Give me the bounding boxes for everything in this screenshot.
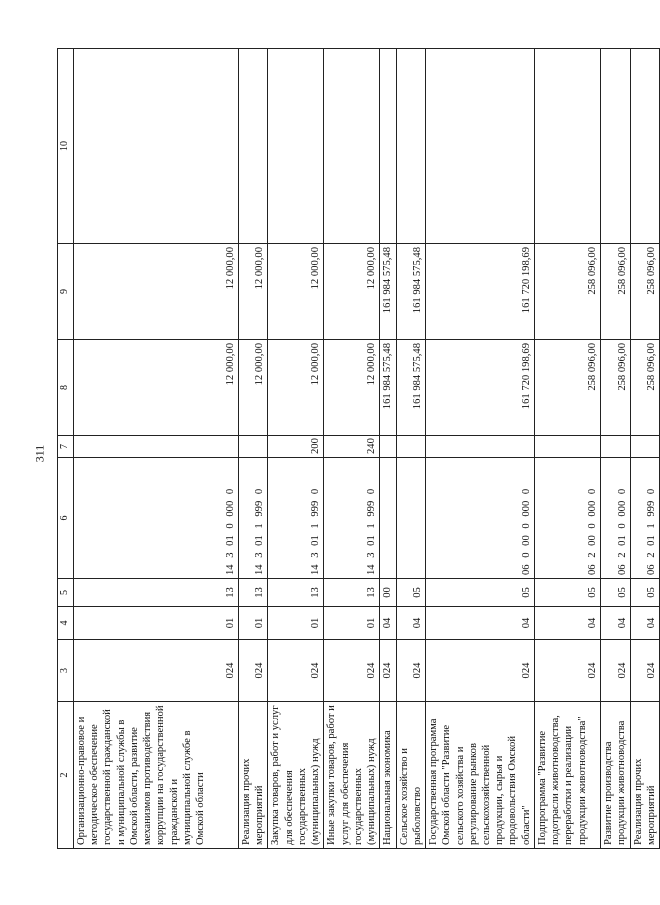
cell-sum-8: 161 984 575,48 — [380, 340, 396, 436]
cell-rz: 01 — [74, 607, 239, 640]
cell-sum-8: 161 720 198,69 — [426, 340, 535, 436]
cell-sum-10 — [74, 49, 239, 244]
cell-pr: 05 — [396, 579, 425, 607]
cell-sum-9: 12 000,00 — [239, 244, 268, 340]
cell-grbs: 024 — [396, 640, 425, 702]
cell-sum-8: 258 096,00 — [600, 340, 630, 436]
cell-grbs: 024 — [534, 640, 600, 702]
cell-sum-9: 161 720 198,69 — [426, 244, 535, 340]
cell-csr: 14 3 01 0 000 0 — [74, 458, 239, 579]
cell-grbs: 024 — [426, 640, 535, 702]
cell-pr: 13 — [239, 579, 268, 607]
cell-grbs: 024 — [324, 640, 380, 702]
cell-sum-10 — [396, 49, 425, 244]
cell-rz: 04 — [630, 607, 659, 640]
cell-sum-9: 12 000,00 — [324, 244, 380, 340]
cell-vr — [239, 436, 268, 458]
cell-rz: 04 — [380, 607, 396, 640]
table-row — [630, 49, 659, 849]
cell-vr: 200 — [268, 436, 324, 458]
cell-vr — [380, 436, 396, 458]
cell-sum-8: 12 000,00 — [74, 340, 239, 436]
cell-name: Развитие производства продукции животноводства — [600, 702, 630, 849]
cell-sum-10 — [534, 49, 600, 244]
page-number — [31, 443, 49, 463]
cell-name: Реализация прочих мероприятий — [239, 702, 268, 849]
table-row — [380, 49, 396, 849]
header-cell-6: 6 — [58, 458, 74, 579]
cell-vr — [396, 436, 425, 458]
header-cell-3: 3 — [58, 640, 74, 702]
cell-sum-10 — [426, 49, 535, 244]
cell-sum-9: 12 000,00 — [268, 244, 324, 340]
cell-vr — [630, 436, 659, 458]
budget-table — [57, 48, 660, 849]
cell-sum-8: 258 096,00 — [534, 340, 600, 436]
cell-rz: 04 — [534, 607, 600, 640]
cell-grbs: 024 — [268, 640, 324, 702]
cell-csr: 06 2 01 1 999 0 — [630, 458, 659, 579]
header-cell-2: 2 — [58, 702, 74, 849]
table-row — [426, 49, 535, 849]
cell-csr — [380, 458, 396, 579]
cell-sum-10 — [239, 49, 268, 244]
cell-pr: 13 — [74, 579, 239, 607]
cell-sum-8: 258 096,00 — [630, 340, 659, 436]
cell-sum-8: 161 984 575,48 — [396, 340, 425, 436]
table-row — [324, 49, 380, 849]
cell-name: Иные закупки товаров, работ и услуг для обеспечения государственных (муниципальных) нужд — [324, 702, 380, 849]
cell-csr: 06 0 00 0 000 0 — [426, 458, 535, 579]
page-number-text: 311 — [32, 444, 47, 462]
cell-sum-10 — [630, 49, 659, 244]
rotated-table-wrapper — [57, 49, 658, 849]
cell-sum-8: 12 000,00 — [239, 340, 268, 436]
cell-pr: 05 — [426, 579, 535, 607]
cell-csr: 14 3 01 1 999 0 — [324, 458, 380, 579]
cell-name: Реализация прочих мероприятий — [630, 702, 659, 849]
cell-rz: 01 — [239, 607, 268, 640]
header-cell-7: 7 — [58, 436, 74, 458]
cell-name: Сельское хозяйство и рыболовство — [396, 702, 425, 849]
cell-pr: 00 — [380, 579, 396, 607]
cell-vr — [426, 436, 535, 458]
table-row — [239, 49, 268, 849]
table-row — [396, 49, 425, 849]
header-cell-8: 8 — [58, 340, 74, 436]
cell-sum-10 — [324, 49, 380, 244]
cell-name: Государственная программа Омской области "Развитие сельского хозяйства и регулирование рынков сельскохозяйственной продукции, сырья и продовольствия Омской области" — [426, 702, 535, 849]
table-row — [534, 49, 600, 849]
cell-grbs: 024 — [380, 640, 396, 702]
header-cell-5: 5 — [58, 579, 74, 607]
header-cell-4: 4 — [58, 607, 74, 640]
cell-vr: 240 — [324, 436, 380, 458]
table-body — [58, 49, 660, 849]
cell-sum-10 — [268, 49, 324, 244]
cell-grbs: 024 — [600, 640, 630, 702]
cell-sum-9: 258 096,00 — [600, 244, 630, 340]
cell-vr — [74, 436, 239, 458]
cell-sum-9: 161 984 575,48 — [396, 244, 425, 340]
cell-sum-8: 12 000,00 — [268, 340, 324, 436]
cell-sum-10 — [380, 49, 396, 244]
cell-grbs: 024 — [630, 640, 659, 702]
cell-csr: 06 2 01 0 000 0 — [600, 458, 630, 579]
cell-rz: 04 — [600, 607, 630, 640]
cell-sum-9: 161 984 575,48 — [380, 244, 396, 340]
cell-name: Национальная экономика — [380, 702, 396, 849]
cell-name: Подпрограмма "Развитие подотрасли животноводства, переработки и реализации продукции животноводства" — [534, 702, 600, 849]
cell-rz: 01 — [268, 607, 324, 640]
table-row — [600, 49, 630, 849]
header-cell-9: 9 — [58, 244, 74, 340]
cell-csr: 06 2 00 0 000 0 — [534, 458, 600, 579]
cell-pr: 13 — [324, 579, 380, 607]
cell-name: Организационно-правовое и методическое обеспечение государственной гражданской и муниципальной службы в Омской области, развитие механизмов противодействия коррупции на государственной гражданской и муниципальной службе в Омской области — [74, 702, 239, 849]
cell-rz: 01 — [324, 607, 380, 640]
table-row — [74, 49, 239, 849]
cell-vr — [534, 436, 600, 458]
cell-sum-10 — [600, 49, 630, 244]
cell-vr — [600, 436, 630, 458]
cell-grbs: 024 — [74, 640, 239, 702]
cell-name: Закупка товаров, работ и услуг для обеспечения государственных (муниципальных) нужд — [268, 702, 324, 849]
cell-grbs: 024 — [239, 640, 268, 702]
cell-sum-9: 258 096,00 — [534, 244, 600, 340]
cell-rz: 04 — [426, 607, 535, 640]
header-row — [58, 49, 74, 849]
cell-csr — [396, 458, 425, 579]
cell-sum-8: 12 000,00 — [324, 340, 380, 436]
cell-pr: 13 — [268, 579, 324, 607]
cell-sum-9: 12 000,00 — [74, 244, 239, 340]
cell-csr: 14 3 01 1 999 0 — [268, 458, 324, 579]
cell-pr: 05 — [600, 579, 630, 607]
cell-csr: 14 3 01 1 999 0 — [239, 458, 268, 579]
cell-sum-9: 258 096,00 — [630, 244, 659, 340]
header-cell-10: 10 — [58, 49, 74, 244]
cell-pr: 05 — [534, 579, 600, 607]
cell-rz: 04 — [396, 607, 425, 640]
table-row — [268, 49, 324, 849]
cell-pr: 05 — [630, 579, 659, 607]
